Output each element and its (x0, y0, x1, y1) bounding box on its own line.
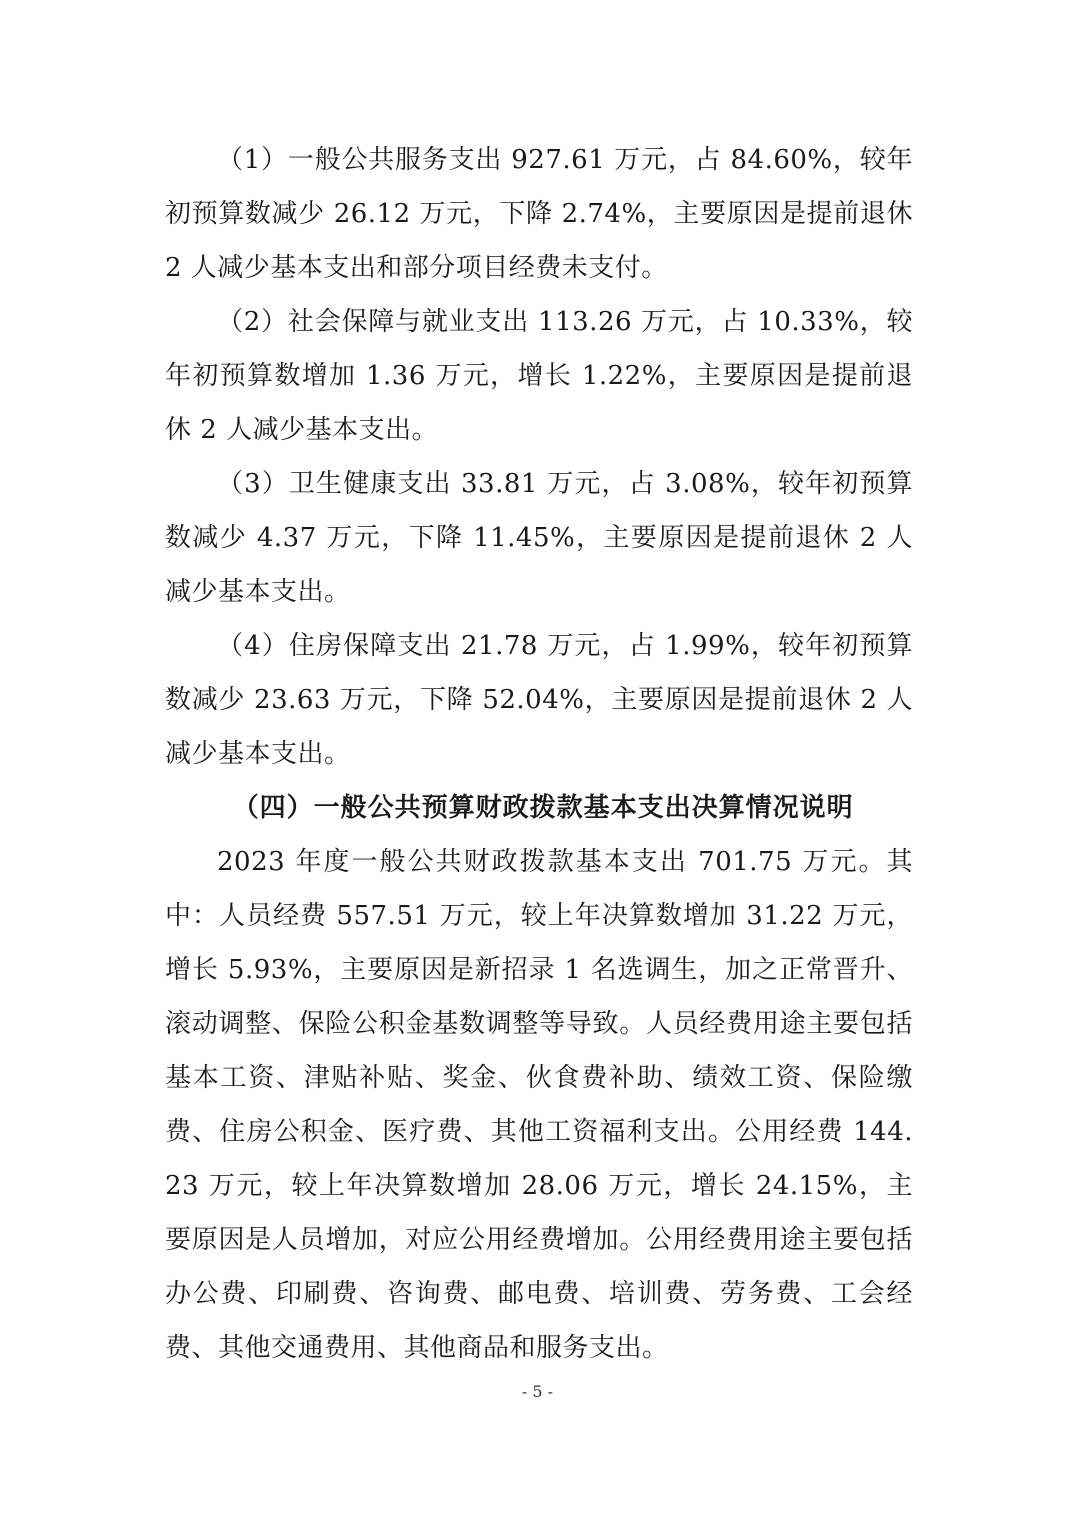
section-heading: （四）一般公共预算财政拨款基本支出决算情况说明 (232, 793, 854, 823)
paragraph-housing: （4）住房保障支出 21.78 万元，占 1.99%，较年初预算数减少 23.63 万元，下降 52.04%，主要原因是提前退休 2 人减少基本支出。 (165, 631, 913, 769)
page-number: - 5 - (521, 1382, 554, 1401)
document-body (165, 133, 913, 1375)
paragraph-social-security: （2）社会保障与就业支出 113.26 万元，占 10.33%，较年初预算数增加 1.36 万元，增长 1.22%，主要原因是提前退休 2 人减少基本支出。 (165, 307, 913, 445)
paragraph-health: （3）卫生健康支出 33.81 万元，占 3.08%，较年初预算数减少 4.37 万元，下降 11.45%，主要原因是提前退休 2 人减少基本支出。 (165, 469, 913, 607)
paragraph-basic-expenditure: 2023 年度一般公共财政拨款基本支出 701.75 万元。其中：人员经费 557.51 万元，较上年决算数增加 31.22 万元，增长 5.93%，主要原因是新招录 1 名选调生，加之正常晋升、滚动调整、保险公积金基数调整等导致。人员经费用途主要包括基本工资、津贴补贴、奖金、伙食费补助、绩效工资、保险缴费、住房公积金、医疗费、其他工资福利支出。公用经费 144.23 万元，较上年决算数增加 28.06 万元，增长 24.15%，主要原因是人员增加，对应公用经费增加。公用经费用途主要包括办公费、印刷费、咨询费、邮电费、培训费、劳务费、工会经费、其他交通费用、其他商品和服务支出。 (165, 847, 913, 1363)
paragraph-general-public-services: （1）一般公共服务支出 927.61 万元，占 84.60%，较年初预算数减少 26.12 万元，下降 2.74%，主要原因是提前退休 2 人减少基本支出和部分项目经费未支付。 (165, 145, 913, 283)
